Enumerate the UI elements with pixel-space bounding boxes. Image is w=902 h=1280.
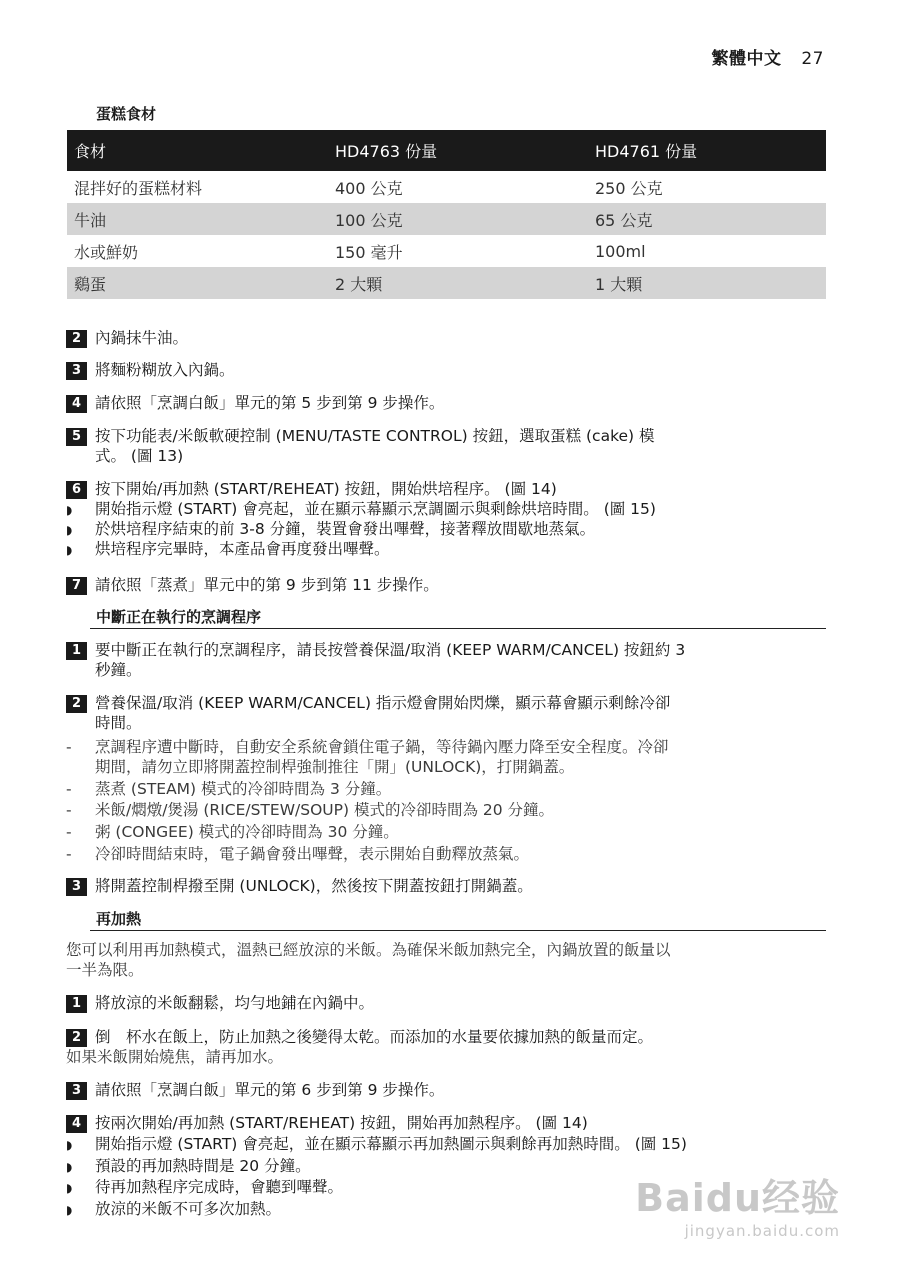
table-header-cell: HD4761 份量 <box>588 130 826 171</box>
reheat-section-title: 再加熱 <box>96 910 142 928</box>
table-cell: 牛油 <box>67 203 328 235</box>
table-header-row <box>67 130 826 171</box>
table-cell: 100 公克 <box>328 203 588 235</box>
reheat-intro <box>66 940 828 980</box>
dash-text-continued: 期間，請勿立即將開蓋控制桿強制推往「開」(UNLOCK)，打開鍋蓋。 <box>95 758 575 776</box>
interrupt-section-title: 中斷正在執行的烹調程序 <box>96 608 262 626</box>
step-item <box>66 876 828 896</box>
step-item <box>66 693 828 733</box>
step-text: 倒 杯水在飯上，防止加熱之後變得太乾。而添加的水量要依據加熱的飯量而定。 <box>95 1028 654 1046</box>
step-number: 7 <box>66 577 87 595</box>
bullet-icon: ◗ <box>66 1181 73 1195</box>
table-cell: 250 公克 <box>595 178 663 198</box>
dash-marker: - <box>66 823 72 841</box>
step-number: 2 <box>66 695 87 713</box>
dash-marker: - <box>66 845 72 863</box>
step-number: 2 <box>66 1029 87 1047</box>
step-number: 3 <box>66 878 87 896</box>
step-extra-text: 如果米飯開始燒焦，請再加水。 <box>66 1048 284 1066</box>
step-number: 3 <box>66 362 87 380</box>
page-header <box>711 44 824 69</box>
bullet-item <box>66 499 828 520</box>
step-number: 6 <box>66 481 87 499</box>
bullet-text: 開始指示燈 (START) 會亮起，並在顯示幕顯示再加熱圖示與剩餘再加熱時間。 (圖 15) <box>95 1135 687 1153</box>
table-cell: 混拌好的蛋糕材料 <box>74 178 203 198</box>
step-item <box>66 1027 828 1067</box>
bullet-icon: ◗ <box>66 543 73 557</box>
step-item <box>66 393 828 413</box>
step-item <box>66 1080 828 1100</box>
dash-marker: - <box>66 801 72 819</box>
reheat-intro-line: 您可以利用再加熱模式，溫熱已經放涼的米飯。為確保米飯加熱完全，內鍋放置的飯量以 <box>66 941 671 959</box>
bullet-icon: ◗ <box>66 503 73 517</box>
step-text: 按兩次開始/再加熱 (START/REHEAT) 按鈕，開始再加熱程序。 (圖 14) <box>95 1114 588 1132</box>
bullet-text: 於烘培程序結束的前 3-8 分鐘，裝置會發出嗶聲，接著釋放間歇地蒸氣。 <box>95 520 596 538</box>
step-text: 內鍋抹牛油。 <box>95 329 189 347</box>
step-number: 4 <box>66 395 87 413</box>
table-row <box>67 171 826 203</box>
dash-item <box>66 779 828 799</box>
step-item <box>66 1113 828 1133</box>
step-number: 4 <box>66 1115 87 1133</box>
dash-marker: - <box>66 738 72 756</box>
dash-text: 粥 (CONGEE) 模式的冷卻時間為 30 分鐘。 <box>95 823 399 841</box>
dash-marker: - <box>66 780 72 798</box>
step-text: 請依照「烹調白飯」單元的第 6 步到第 9 步操作。 <box>95 1081 445 1099</box>
bullet-text: 烘培程序完畢時，本產品會再度發出嗶聲。 <box>95 540 390 558</box>
step-text: 將開蓋控制桿撥至開 (UNLOCK)，然後按下開蓋按鈕打開鍋蓋。 <box>95 877 533 895</box>
table-cell: 鷄蛋 <box>67 267 328 299</box>
dash-text: 蒸煮 (STEAM) 模式的冷卻時間為 3 分鐘。 <box>95 780 392 798</box>
bullet-text: 放涼的米飯不可多次加熱。 <box>95 1200 282 1218</box>
watermark-brand: Baidu经验 <box>635 1176 840 1220</box>
step-text: 要中斷正在執行的烹調程序，請長按營養保溫/取消 (KEEP WARM/CANCEL) 按鈕約 3 <box>95 641 686 659</box>
dash-item <box>66 737 828 777</box>
reheat-intro-line: 一半為限。 <box>66 961 144 979</box>
step-number: 2 <box>66 330 87 348</box>
step-number: 1 <box>66 642 87 660</box>
step-text-continued: 時間。 <box>95 714 142 732</box>
table-cell: 100ml <box>595 241 646 261</box>
dash-item <box>66 800 828 820</box>
step-text: 按下功能表/米飯軟硬控制 (MENU/TASTE CONTROL) 按鈕，選取蛋糕 (cake) 模 <box>95 427 655 445</box>
step-text: 按下開始/再加熱 (START/REHEAT) 按鈕，開始烘培程序。 (圖 14) <box>95 480 557 498</box>
step-text-continued: 式。 (圖 13) <box>95 447 184 465</box>
step-text: 請依照「烹調白飯」單元的第 5 步到第 9 步操作。 <box>95 394 445 412</box>
ingredients-table <box>67 130 826 299</box>
step-item <box>66 328 828 348</box>
bullet-text: 開始指示燈 (START) 會亮起，並在顯示幕顯示烹調圖示與剩餘烘培時間。 (圖 15) <box>95 500 656 518</box>
step-item <box>66 640 828 680</box>
table-row <box>67 203 826 235</box>
step-text: 營養保溫/取消 (KEEP WARM/CANCEL) 指示燈會開始閃爍，顯示幕會顯示剩餘冷卻 <box>95 694 671 712</box>
dash-item <box>66 844 828 864</box>
bullet-item <box>66 519 828 540</box>
step-item <box>66 426 828 466</box>
table-header-cell: 食材 <box>67 130 328 171</box>
step-item <box>66 575 828 595</box>
table-row <box>67 267 826 299</box>
table-header-cell: HD4763 份量 <box>328 130 588 171</box>
bullet-item <box>66 1134 828 1155</box>
table-cell: 2 大顆 <box>328 267 588 299</box>
step-item <box>66 479 828 499</box>
dash-item <box>66 822 828 842</box>
table-cell: 65 公克 <box>588 203 826 235</box>
bullet-text: 待再加熱程序完成時，會聽到嗶聲。 <box>95 1178 344 1196</box>
cake-section-title: 蛋糕食材 <box>96 105 157 123</box>
bullet-text: 預設的再加熱時間是 20 分鐘。 <box>95 1157 311 1175</box>
step-item <box>66 993 828 1013</box>
step-text: 請依照「蒸煮」單元中的第 9 步到第 11 步操作。 <box>95 576 439 594</box>
bullet-icon: ◗ <box>66 1203 73 1217</box>
bullet-icon: ◗ <box>66 523 73 537</box>
language-label: 繁體中文 <box>711 49 782 69</box>
section-divider <box>90 628 826 629</box>
section-divider <box>90 930 826 931</box>
watermark <box>635 1167 840 1240</box>
bullet-item <box>66 539 828 560</box>
bullet-icon: ◗ <box>66 1160 73 1174</box>
bullet-icon: ◗ <box>66 1138 73 1152</box>
step-item <box>66 360 828 380</box>
table-cell: 水或鮮奶 <box>74 242 139 262</box>
table-row <box>67 235 826 267</box>
watermark-url: jingyan.baidu.com <box>684 1222 840 1240</box>
dash-text: 冷卻時間結束時，電子鍋會發出嗶聲，表示開始自動釋放蒸氣。 <box>95 845 530 863</box>
step-number: 1 <box>66 995 87 1013</box>
dash-text: 米飯/燜燉/煲湯 (RICE/STEW/SOUP) 模式的冷卻時間為 20 分鐘。 <box>95 801 555 819</box>
page-number: 27 <box>801 49 824 69</box>
step-number: 3 <box>66 1082 87 1100</box>
table-cell: 1 大顆 <box>588 267 826 299</box>
step-number: 5 <box>66 428 87 446</box>
step-text: 將放涼的米飯翻鬆，均勻地鋪在內鍋中。 <box>95 994 375 1012</box>
step-text: 將麵粉糊放入內鍋。 <box>95 361 235 379</box>
dash-text: 烹調程序遭中斷時，自動安全系統會鎖住電子鍋，等待鍋內壓力降至安全程度。冷卻 <box>95 738 669 756</box>
table-cell: 150 毫升 <box>335 242 403 262</box>
step-text-continued: 秒鐘。 <box>95 661 142 679</box>
table-cell: 400 公克 <box>335 178 403 198</box>
